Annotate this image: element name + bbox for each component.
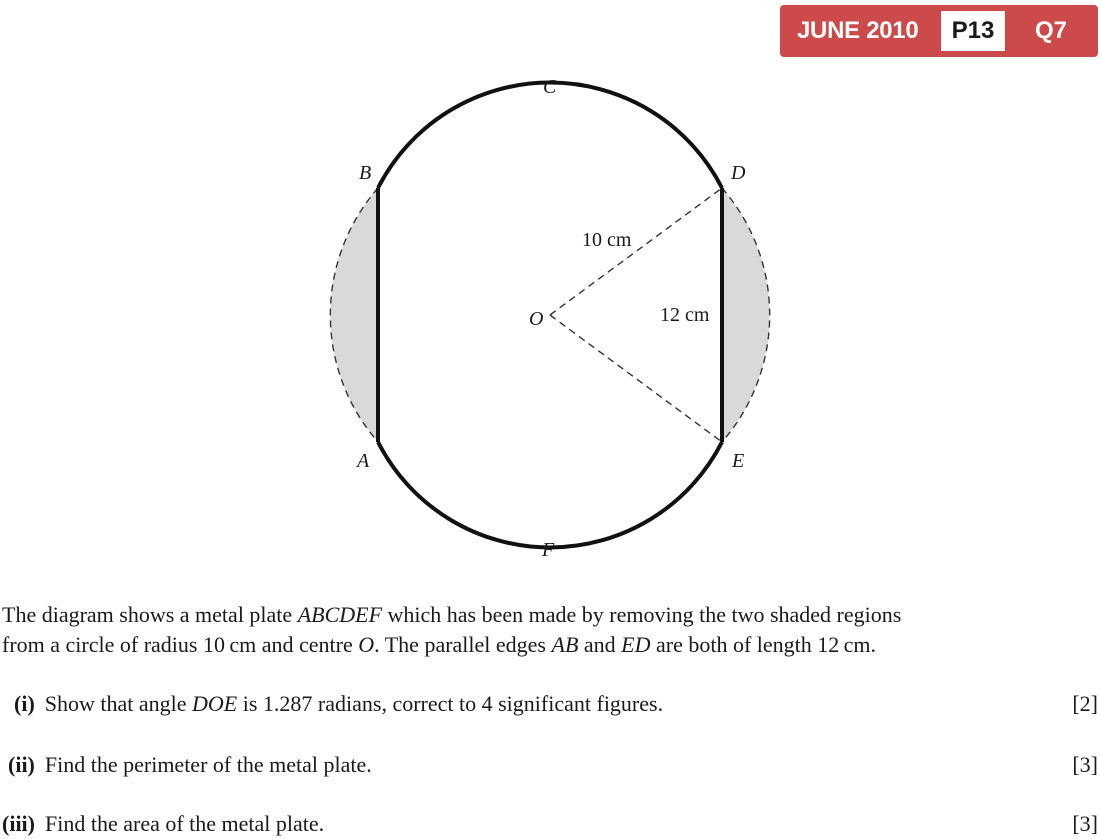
point-label-d: D bbox=[731, 162, 746, 184]
question-number: Q7 bbox=[1035, 17, 1068, 44]
point-label-a: A bbox=[357, 450, 370, 472]
point-label-f: F bbox=[542, 539, 555, 561]
radius-length-label: 10 cm bbox=[582, 229, 632, 251]
part-number: (ii) bbox=[8, 752, 35, 777]
part-number: (iii) bbox=[2, 811, 35, 836]
part-text: Find the area of the metal plate. bbox=[45, 811, 325, 836]
plate-arc-top bbox=[378, 83, 722, 188]
intro-line-2: from a circle of radius 10 cm and centre O. The parallel edges AB and ED are both of length 12 cm. bbox=[2, 632, 877, 657]
point-label-b: B bbox=[359, 162, 372, 184]
marks: [3] bbox=[1072, 811, 1098, 836]
part-text: Find the perimeter of the metal plate. bbox=[44, 752, 372, 777]
point-label-o: O bbox=[529, 308, 544, 330]
plate-arc-bottom bbox=[378, 442, 722, 547]
point-label-c: C bbox=[543, 76, 557, 98]
part-number: (i) bbox=[14, 691, 35, 716]
shaded-segment-right bbox=[722, 188, 770, 442]
radius-oe bbox=[550, 315, 722, 442]
marks: [2] bbox=[1072, 691, 1098, 716]
question-part-iii bbox=[2, 811, 1100, 837]
marks: [3] bbox=[1072, 752, 1098, 777]
question-intro bbox=[2, 600, 1098, 660]
question-part-i: (i) Show that angle DOE is 1.287 radians, correct to 4 significant figures. [2] bbox=[14, 691, 1098, 716]
paper-code: P13 bbox=[941, 11, 1005, 51]
chord-length-label: 12 cm bbox=[660, 304, 710, 326]
intro-line-1: The diagram shows a metal plate ABCDEF which has been made by removing the two shaded regions bbox=[2, 602, 902, 627]
exam-date: JUNE 2010 bbox=[797, 17, 919, 44]
radius-od bbox=[550, 188, 722, 315]
point-label-e: E bbox=[732, 450, 745, 472]
shaded-segment-left bbox=[330, 188, 378, 442]
question-part-ii bbox=[8, 752, 1100, 778]
plate-name: ABCDEF bbox=[297, 602, 383, 627]
